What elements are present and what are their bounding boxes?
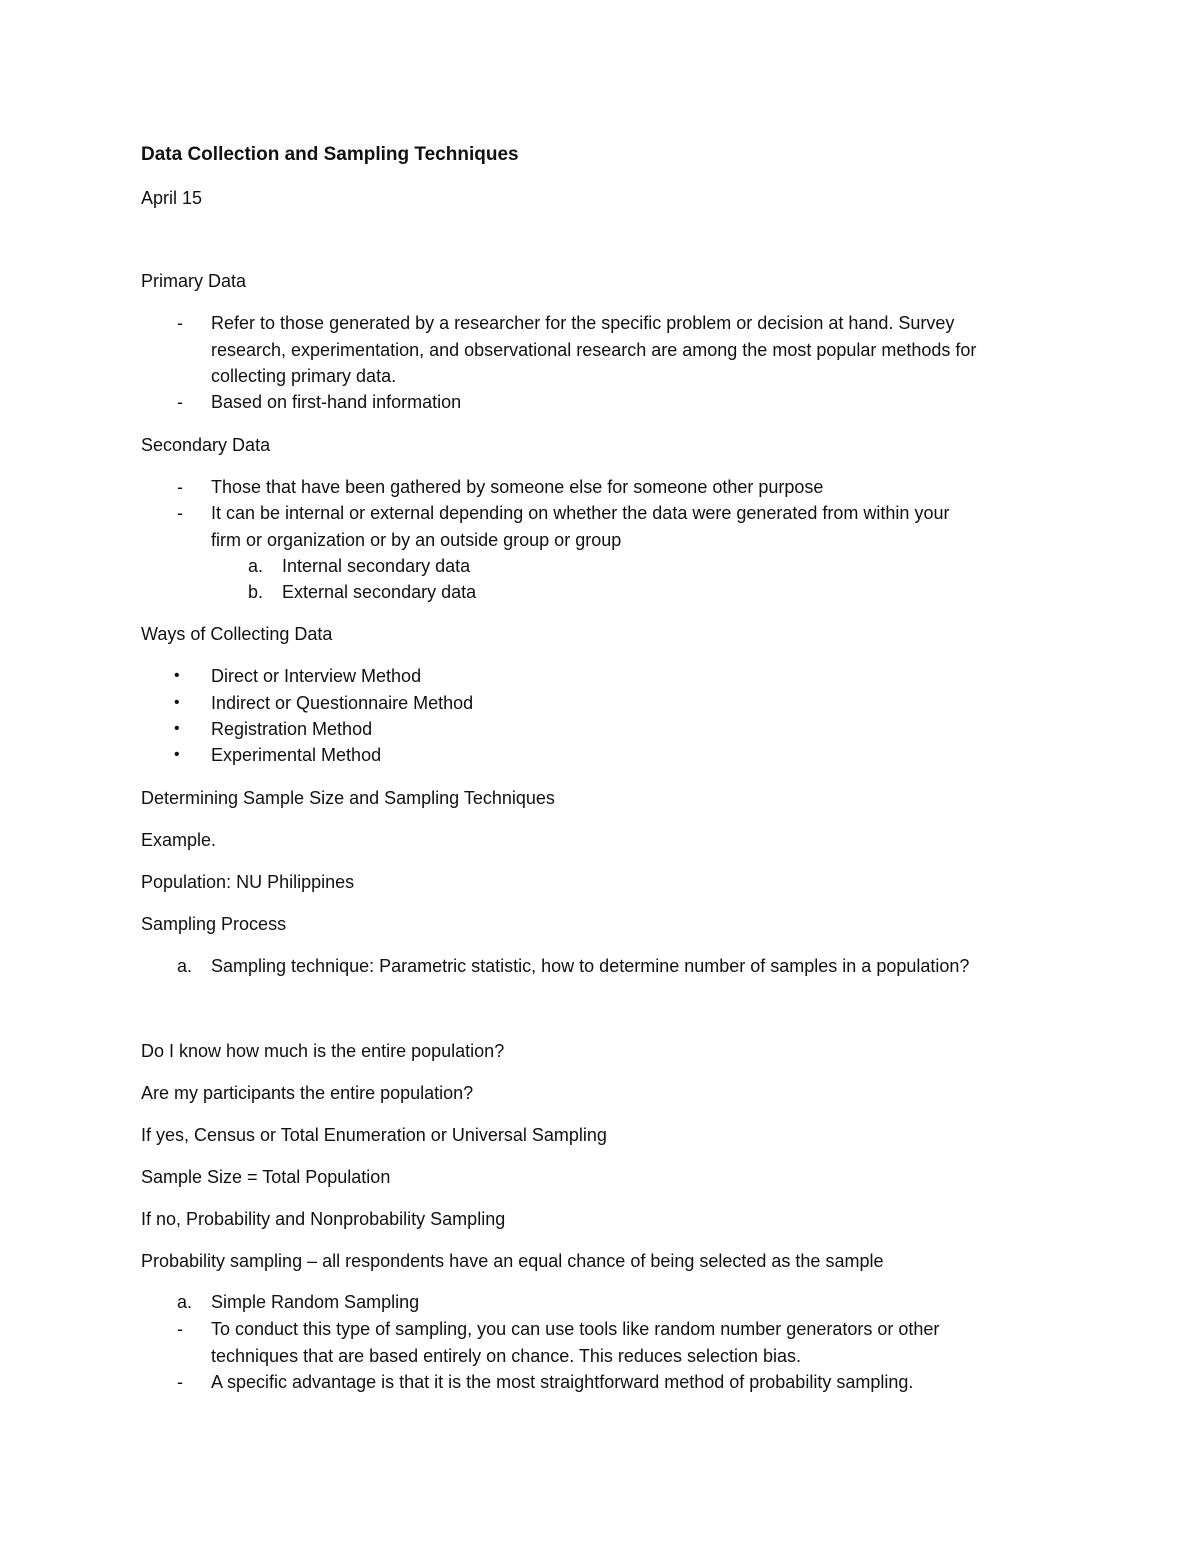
list-marker: - xyxy=(177,1372,183,1392)
question-line: Do I know how much is the entire population? xyxy=(141,1041,505,1061)
list-item-line: It can be internal or external depending on whether the data were generated from within your xyxy=(211,503,950,523)
sample-size-heading: Determining Sample Size and Sampling Techniques xyxy=(141,788,555,808)
bullet-icon: • xyxy=(174,746,180,763)
list-marker: a. xyxy=(177,1292,193,1312)
list-item: Simple Random Sampling xyxy=(211,1292,420,1312)
document-date: April 15 xyxy=(141,188,203,208)
list-item: Sampling technique: Parametric statistic, how to determine number of samples in a population? xyxy=(211,956,970,976)
probability-definition: Probability sampling – all respondents have an equal chance of being selected as the sample xyxy=(141,1251,884,1271)
list-item-line: Based on first-hand information xyxy=(211,392,462,412)
list-marker: - xyxy=(177,477,183,497)
list-marker: - xyxy=(177,392,183,412)
list-marker: - xyxy=(177,503,183,523)
list-item: Indirect or Questionnaire Method xyxy=(211,693,474,713)
sub-list-item: Internal secondary data xyxy=(282,556,471,576)
list-marker: - xyxy=(177,1319,183,1339)
list-item: Direct or Interview Method xyxy=(211,666,422,686)
sub-list-marker: a. xyxy=(248,556,264,576)
document-title: Data Collection and Sampling Techniques xyxy=(141,144,519,165)
list-item-line: A specific advantage is that it is the most straightforward method of probability sampling. xyxy=(211,1372,914,1392)
sub-list-item: External secondary data xyxy=(282,582,477,602)
list-item: Experimental Method xyxy=(211,745,382,765)
list-item-line: collecting primary data. xyxy=(211,366,397,386)
ways-heading: Ways of Collecting Data xyxy=(141,624,333,644)
list-item-line: Those that have been gathered by someone else for someone other purpose xyxy=(211,477,824,497)
sampling-process-heading: Sampling Process xyxy=(141,914,287,934)
list-item-line: Refer to those generated by a researcher for the specific problem or decision at hand. Survey xyxy=(211,313,955,333)
bullet-icon: • xyxy=(174,720,180,737)
if-no-line: If no, Probability and Nonprobability Sampling xyxy=(141,1209,506,1229)
population-line: Population: NU Philippines xyxy=(141,872,355,892)
list-item-line: To conduct this type of sampling, you can use tools like random number generators or other xyxy=(211,1319,940,1339)
list-marker: - xyxy=(177,313,183,333)
list-item-line: research, experimentation, and observational research are among the most popular methods for xyxy=(211,340,977,360)
sub-list-marker: b. xyxy=(248,582,264,602)
example-label: Example. xyxy=(141,830,217,850)
list-item: Registration Method xyxy=(211,719,373,739)
secondary-data-heading: Secondary Data xyxy=(141,435,271,455)
primary-data-heading: Primary Data xyxy=(141,271,247,291)
question-line: Are my participants the entire population? xyxy=(141,1083,474,1103)
sample-size-line: Sample Size = Total Population xyxy=(141,1167,391,1187)
bullet-icon: • xyxy=(174,667,180,684)
list-marker: a. xyxy=(177,956,193,976)
list-item-line: firm or organization or by an outside group or group xyxy=(211,530,622,550)
bullet-icon: • xyxy=(174,694,180,711)
list-item-line: techniques that are based entirely on chance. This reduces selection bias. xyxy=(211,1346,802,1366)
if-yes-line: If yes, Census or Total Enumeration or Universal Sampling xyxy=(141,1125,607,1145)
